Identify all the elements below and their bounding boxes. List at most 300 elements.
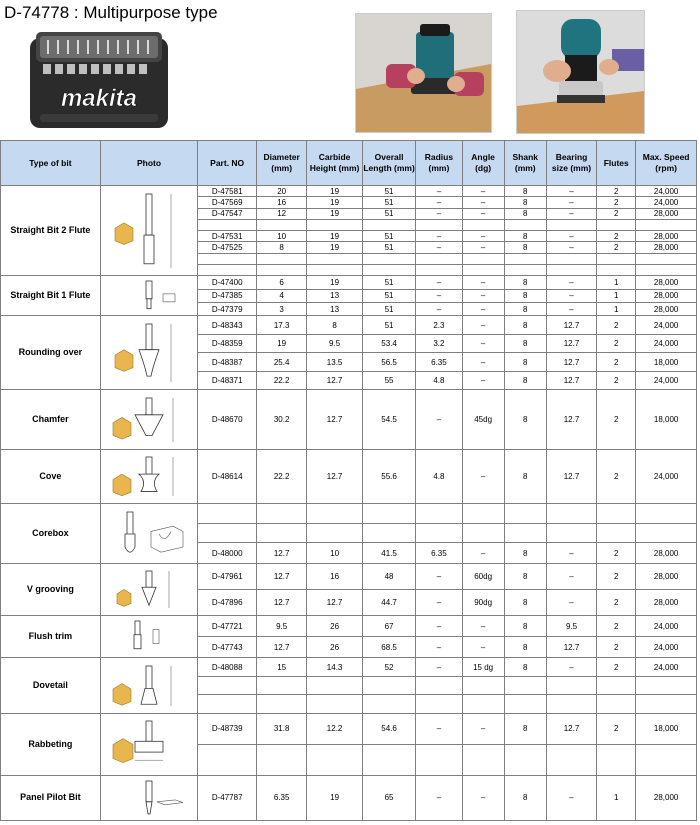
radius-cell [416, 676, 462, 694]
diameter-cell: 4 [256, 289, 306, 302]
diameter-cell: 6.35 [256, 775, 306, 820]
part-number-cell: D-47547 [198, 208, 257, 219]
bit-photo-cell [100, 616, 198, 658]
part-number-cell: D-48739 [198, 713, 257, 744]
radius-cell [416, 695, 462, 713]
max-speed-cell: 24,000 [636, 186, 697, 197]
part-number-cell: D-48670 [198, 390, 257, 450]
radius-cell: – [416, 636, 462, 658]
carbide-height-cell [307, 265, 363, 276]
shank-cell: 8 [504, 563, 546, 589]
table-row [1, 563, 697, 589]
flutes-cell: 2 [597, 242, 636, 253]
shank-cell: 8 [504, 589, 546, 616]
bit-type-cell: Chamfer [1, 390, 101, 450]
column-header: Max. Speed (rpm) [636, 141, 697, 186]
flutes-cell: 2 [597, 371, 636, 389]
max-speed-cell [636, 695, 697, 713]
part-number-cell: D-47531 [198, 231, 257, 242]
table-row [1, 390, 697, 450]
diameter-cell: 12.7 [256, 589, 306, 616]
carbide-height-cell: 12.7 [307, 371, 363, 389]
panel-pilot-bit-drawing [109, 779, 189, 817]
bearing-size-cell [546, 253, 596, 264]
overall-length-cell: 54.6 [362, 713, 415, 744]
max-speed-cell: 24,000 [636, 616, 697, 637]
shank-cell: 8 [504, 449, 546, 503]
angle-cell [462, 695, 504, 713]
radius-cell: – [416, 289, 462, 302]
straight-bit-2-flute-drawing [109, 190, 189, 272]
overall-length-cell [362, 504, 415, 524]
part-number-cell: D-48343 [198, 316, 257, 334]
shank-cell: 8 [504, 353, 546, 371]
overall-length-cell: 55.6 [362, 449, 415, 503]
cove-bit-drawing [109, 453, 189, 500]
part-number-cell: D-48000 [198, 543, 257, 564]
bearing-size-cell [546, 219, 596, 230]
shank-cell [504, 265, 546, 276]
shank-cell: 8 [504, 713, 546, 744]
bearing-size-cell [546, 695, 596, 713]
max-speed-cell [636, 265, 697, 276]
carbide-height-cell [307, 253, 363, 264]
max-speed-cell: 18,000 [636, 713, 697, 744]
bit-type-cell: Flush trim [1, 616, 101, 658]
max-speed-cell: 18,000 [636, 353, 697, 371]
table-row [1, 713, 697, 744]
angle-cell: – [462, 289, 504, 302]
shank-cell: 8 [504, 658, 546, 676]
max-speed-cell [636, 219, 697, 230]
radius-cell: – [416, 616, 462, 637]
carbide-height-cell: 12.7 [307, 449, 363, 503]
part-number-cell: D-47400 [198, 276, 257, 289]
chamfer-bit-drawing [109, 394, 189, 446]
radius-cell: – [416, 390, 462, 450]
max-speed-cell [636, 676, 697, 694]
shank-cell: 8 [504, 208, 546, 219]
part-number-cell [198, 523, 257, 543]
angle-cell [462, 744, 504, 775]
table-row [1, 276, 697, 289]
overall-length-cell: 54.5 [362, 390, 415, 450]
carbide-height-cell [307, 504, 363, 524]
overall-length-cell: 55 [362, 371, 415, 389]
part-number-cell: D-48359 [198, 334, 257, 352]
carbide-height-cell [307, 219, 363, 230]
radius-cell [416, 523, 462, 543]
page-title: D-74778 : Multipurpose type [4, 3, 218, 22]
flutes-cell [597, 744, 636, 775]
max-speed-cell: 28,000 [636, 208, 697, 219]
shank-cell: 8 [504, 303, 546, 316]
overall-length-cell: 51 [362, 303, 415, 316]
angle-cell: – [462, 276, 504, 289]
corebox-bit-drawing [109, 508, 189, 560]
part-number-cell: D-48387 [198, 353, 257, 371]
overall-length-cell: 53.4 [362, 334, 415, 352]
carbide-height-cell: 10 [307, 543, 363, 564]
table-header-row [1, 141, 697, 186]
part-number-cell: D-47569 [198, 197, 257, 208]
diameter-cell [256, 265, 306, 276]
shank-cell [504, 504, 546, 524]
max-speed-cell: 28,000 [636, 563, 697, 589]
diameter-cell [256, 504, 306, 524]
column-header: Radius (mm) [416, 141, 462, 186]
table-row [1, 449, 697, 503]
flutes-cell: 2 [597, 186, 636, 197]
overall-length-cell [362, 253, 415, 264]
part-number-cell: D-47581 [198, 186, 257, 197]
max-speed-cell: 28,000 [636, 303, 697, 316]
part-number-cell [198, 253, 257, 264]
radius-cell: – [416, 713, 462, 744]
diameter-cell: 12 [256, 208, 306, 219]
flutes-cell [597, 265, 636, 276]
carbide-height-cell: 13 [307, 303, 363, 316]
shank-cell: 8 [504, 276, 546, 289]
bit-type-cell: Straight Bit 2 Flute [1, 186, 101, 276]
bit-type-cell: Rabbeting [1, 713, 101, 775]
overall-length-cell: 48 [362, 563, 415, 589]
bit-photo-cell [100, 316, 198, 390]
angle-cell: – [462, 713, 504, 744]
angle-cell [462, 523, 504, 543]
flutes-cell: 2 [597, 616, 636, 637]
bit-photo-cell [100, 276, 198, 316]
angle-cell: 45dg [462, 390, 504, 450]
angle-cell: – [462, 334, 504, 352]
overall-length-cell: 51 [362, 186, 415, 197]
carbide-height-cell: 26 [307, 636, 363, 658]
part-number-cell [198, 265, 257, 276]
flutes-cell [597, 504, 636, 524]
diameter-cell: 9.5 [256, 616, 306, 637]
bearing-size-cell: 12.7 [546, 449, 596, 503]
carbide-height-cell: 13.5 [307, 353, 363, 371]
bearing-size-cell: – [546, 775, 596, 820]
carbide-height-cell: 14.3 [307, 658, 363, 676]
bearing-size-cell: – [546, 276, 596, 289]
bearing-size-cell: – [546, 231, 596, 242]
shank-cell: 8 [504, 334, 546, 352]
flutes-cell [597, 523, 636, 543]
bearing-size-cell: – [546, 303, 596, 316]
dovetail-bit-drawing [109, 662, 189, 710]
max-speed-cell: 24,000 [636, 658, 697, 676]
diameter-cell: 20 [256, 186, 306, 197]
angle-cell: – [462, 208, 504, 219]
bearing-size-cell: 12.7 [546, 636, 596, 658]
carbide-height-cell: 13 [307, 289, 363, 302]
diameter-cell: 12.7 [256, 636, 306, 658]
angle-cell: – [462, 775, 504, 820]
shank-cell [504, 744, 546, 775]
overall-length-cell: 51 [362, 231, 415, 242]
bearing-size-cell [546, 504, 596, 524]
diameter-cell: 22.2 [256, 449, 306, 503]
column-header: Part. NO [198, 141, 257, 186]
bearing-size-cell: – [546, 186, 596, 197]
flutes-cell: 2 [597, 353, 636, 371]
part-number-cell: D-47961 [198, 563, 257, 589]
radius-cell: – [416, 276, 462, 289]
diameter-cell: 6 [256, 276, 306, 289]
max-speed-cell: 24,000 [636, 449, 697, 503]
overall-length-cell: 51 [362, 208, 415, 219]
carbide-height-cell [307, 695, 363, 713]
carbide-height-cell: 26 [307, 616, 363, 637]
bit-type-cell: Straight Bit 1 Flute [1, 276, 101, 316]
angle-cell [462, 253, 504, 264]
radius-cell: – [416, 197, 462, 208]
bit-photo-cell [100, 563, 198, 615]
shank-cell [504, 219, 546, 230]
bearing-size-cell: – [546, 563, 596, 589]
shank-cell [504, 523, 546, 543]
max-speed-cell: 28,000 [636, 231, 697, 242]
carbide-height-cell: 19 [307, 186, 363, 197]
shank-cell: 8 [504, 289, 546, 302]
angle-cell: 90dg [462, 589, 504, 616]
part-number-cell [198, 695, 257, 713]
overall-length-cell: 56.5 [362, 353, 415, 371]
bit-type-cell: Cove [1, 449, 101, 503]
bearing-size-cell: – [546, 242, 596, 253]
angle-cell [462, 676, 504, 694]
shank-cell: 8 [504, 543, 546, 564]
max-speed-cell: 28,000 [636, 289, 697, 302]
angle-cell [462, 504, 504, 524]
flutes-cell [597, 219, 636, 230]
part-number-cell: D-47525 [198, 242, 257, 253]
bit-photo-cell [100, 775, 198, 820]
diameter-cell: 31.8 [256, 713, 306, 744]
angle-cell: – [462, 353, 504, 371]
table-row [1, 186, 697, 197]
bearing-size-cell [546, 676, 596, 694]
overall-length-cell: 65 [362, 775, 415, 820]
bit-photo-cell [100, 390, 198, 450]
diameter-cell [256, 695, 306, 713]
bit-photo-cell [100, 713, 198, 775]
angle-cell [462, 265, 504, 276]
angle-cell: – [462, 636, 504, 658]
max-speed-cell: 24,000 [636, 636, 697, 658]
carbide-height-cell: 19 [307, 242, 363, 253]
diameter-cell [256, 253, 306, 264]
max-speed-cell: 24,000 [636, 316, 697, 334]
shank-cell: 8 [504, 186, 546, 197]
bearing-size-cell: 12.7 [546, 353, 596, 371]
carbide-height-cell: 12.7 [307, 390, 363, 450]
bit-type-cell: Panel Pilot Bit [1, 775, 101, 820]
max-speed-cell [636, 253, 697, 264]
straight-bit-1-flute-drawing [109, 279, 189, 312]
rounding-over-bit-drawing [109, 320, 189, 386]
carbide-height-cell [307, 744, 363, 775]
overall-length-cell: 51 [362, 197, 415, 208]
radius-cell [416, 744, 462, 775]
max-speed-cell: 18,000 [636, 390, 697, 450]
column-header: Overall Length (mm) [362, 141, 415, 186]
bearing-size-cell: – [546, 543, 596, 564]
diameter-cell: 8 [256, 242, 306, 253]
bit-photo-cell [100, 449, 198, 503]
radius-cell: – [416, 589, 462, 616]
diameter-cell: 22.2 [256, 371, 306, 389]
column-header: Angle (dg) [462, 141, 504, 186]
radius-cell [416, 504, 462, 524]
overall-length-cell [362, 523, 415, 543]
overall-length-cell: 52 [362, 658, 415, 676]
carbide-height-cell: 16 [307, 563, 363, 589]
bearing-size-cell: 12.7 [546, 334, 596, 352]
carbide-height-cell: 19 [307, 208, 363, 219]
overall-length-cell: 51 [362, 242, 415, 253]
max-speed-cell [636, 744, 697, 775]
flutes-cell: 2 [597, 713, 636, 744]
flutes-cell: 2 [597, 197, 636, 208]
flush-trim-bit-drawing [109, 619, 189, 654]
shank-cell: 8 [504, 197, 546, 208]
diameter-cell [256, 676, 306, 694]
carbide-height-cell [307, 676, 363, 694]
flutes-cell: 2 [597, 449, 636, 503]
flutes-cell [597, 676, 636, 694]
max-speed-cell [636, 504, 697, 524]
max-speed-cell: 28,000 [636, 276, 697, 289]
bearing-size-cell: 12.7 [546, 390, 596, 450]
shank-cell: 8 [504, 616, 546, 637]
part-number-cell: D-47787 [198, 775, 257, 820]
bearing-size-cell: – [546, 208, 596, 219]
carbide-height-cell [307, 523, 363, 543]
diameter-cell: 19 [256, 334, 306, 352]
diameter-cell: 12.7 [256, 543, 306, 564]
shank-cell: 8 [504, 316, 546, 334]
angle-cell: 60dg [462, 563, 504, 589]
flutes-cell: 2 [597, 636, 636, 658]
flutes-cell: 2 [597, 231, 636, 242]
radius-cell: – [416, 208, 462, 219]
max-speed-cell: 24,000 [636, 334, 697, 352]
flutes-cell: 2 [597, 658, 636, 676]
router-in-use-photo [355, 13, 492, 133]
part-number-cell [198, 219, 257, 230]
part-number-cell: D-47743 [198, 636, 257, 658]
bearing-size-cell: – [546, 197, 596, 208]
diameter-cell: 17.3 [256, 316, 306, 334]
bit-type-cell: Rounding over [1, 316, 101, 390]
bit-type-cell: Dovetail [1, 658, 101, 713]
table-row [1, 775, 697, 820]
shank-cell: 8 [504, 231, 546, 242]
column-header: Bearing size (mm) [546, 141, 596, 186]
rabbeting-bit-drawing [109, 717, 189, 771]
overall-length-cell: 51 [362, 316, 415, 334]
angle-cell: – [462, 186, 504, 197]
radius-cell: – [416, 186, 462, 197]
max-speed-cell: 24,000 [636, 197, 697, 208]
max-speed-cell: 28,000 [636, 589, 697, 616]
radius-cell: – [416, 563, 462, 589]
flutes-cell [597, 253, 636, 264]
radius-cell: – [416, 658, 462, 676]
part-number-cell: D-48088 [198, 658, 257, 676]
bit-photo-cell [100, 504, 198, 564]
angle-cell: – [462, 543, 504, 564]
flutes-cell: 2 [597, 390, 636, 450]
part-number-cell: D-48371 [198, 371, 257, 389]
overall-length-cell [362, 265, 415, 276]
angle-cell: – [462, 231, 504, 242]
max-speed-cell [636, 523, 697, 543]
shank-cell: 8 [504, 636, 546, 658]
radius-cell: – [416, 775, 462, 820]
flutes-cell: 2 [597, 208, 636, 219]
carbide-height-cell: 19 [307, 197, 363, 208]
diameter-cell [256, 219, 306, 230]
radius-cell: 4.8 [416, 371, 462, 389]
makita-logo: makita [60, 85, 138, 112]
part-number-cell: D-47385 [198, 289, 257, 302]
router-bit-kit-photo [28, 30, 170, 130]
v-grooving-bit-drawing [109, 567, 189, 612]
bearing-size-cell: – [546, 658, 596, 676]
overall-length-cell [362, 695, 415, 713]
column-header: Type of bit [1, 141, 101, 186]
flutes-cell: 1 [597, 276, 636, 289]
overall-length-cell: 51 [362, 276, 415, 289]
angle-cell: – [462, 197, 504, 208]
diameter-cell: 15 [256, 658, 306, 676]
column-header: Flutes [597, 141, 636, 186]
carbide-height-cell: 19 [307, 276, 363, 289]
diameter-cell: 10 [256, 231, 306, 242]
table-row [1, 316, 697, 334]
radius-cell [416, 253, 462, 264]
bearing-size-cell: 12.7 [546, 371, 596, 389]
max-speed-cell: 28,000 [636, 242, 697, 253]
part-number-cell: D-47379 [198, 303, 257, 316]
column-header: Diameter (mm) [256, 141, 306, 186]
carbide-height-cell: 19 [307, 775, 363, 820]
part-number-cell: D-48614 [198, 449, 257, 503]
bearing-size-cell [546, 265, 596, 276]
radius-cell: – [416, 303, 462, 316]
radius-cell: 6.35 [416, 543, 462, 564]
overall-length-cell: 68.5 [362, 636, 415, 658]
diameter-cell: 12.7 [256, 563, 306, 589]
max-speed-cell: 28,000 [636, 543, 697, 564]
shank-cell [504, 676, 546, 694]
max-speed-cell: 24,000 [636, 371, 697, 389]
radius-cell: 4.8 [416, 449, 462, 503]
part-number-cell: D-47721 [198, 616, 257, 637]
angle-cell: – [462, 449, 504, 503]
angle-cell: – [462, 316, 504, 334]
bearing-size-cell: 9.5 [546, 616, 596, 637]
radius-cell [416, 219, 462, 230]
carbide-height-cell: 12.2 [307, 713, 363, 744]
table-row [1, 504, 697, 524]
column-header: Shank (mm) [504, 141, 546, 186]
flutes-cell: 1 [597, 775, 636, 820]
overall-length-cell [362, 219, 415, 230]
